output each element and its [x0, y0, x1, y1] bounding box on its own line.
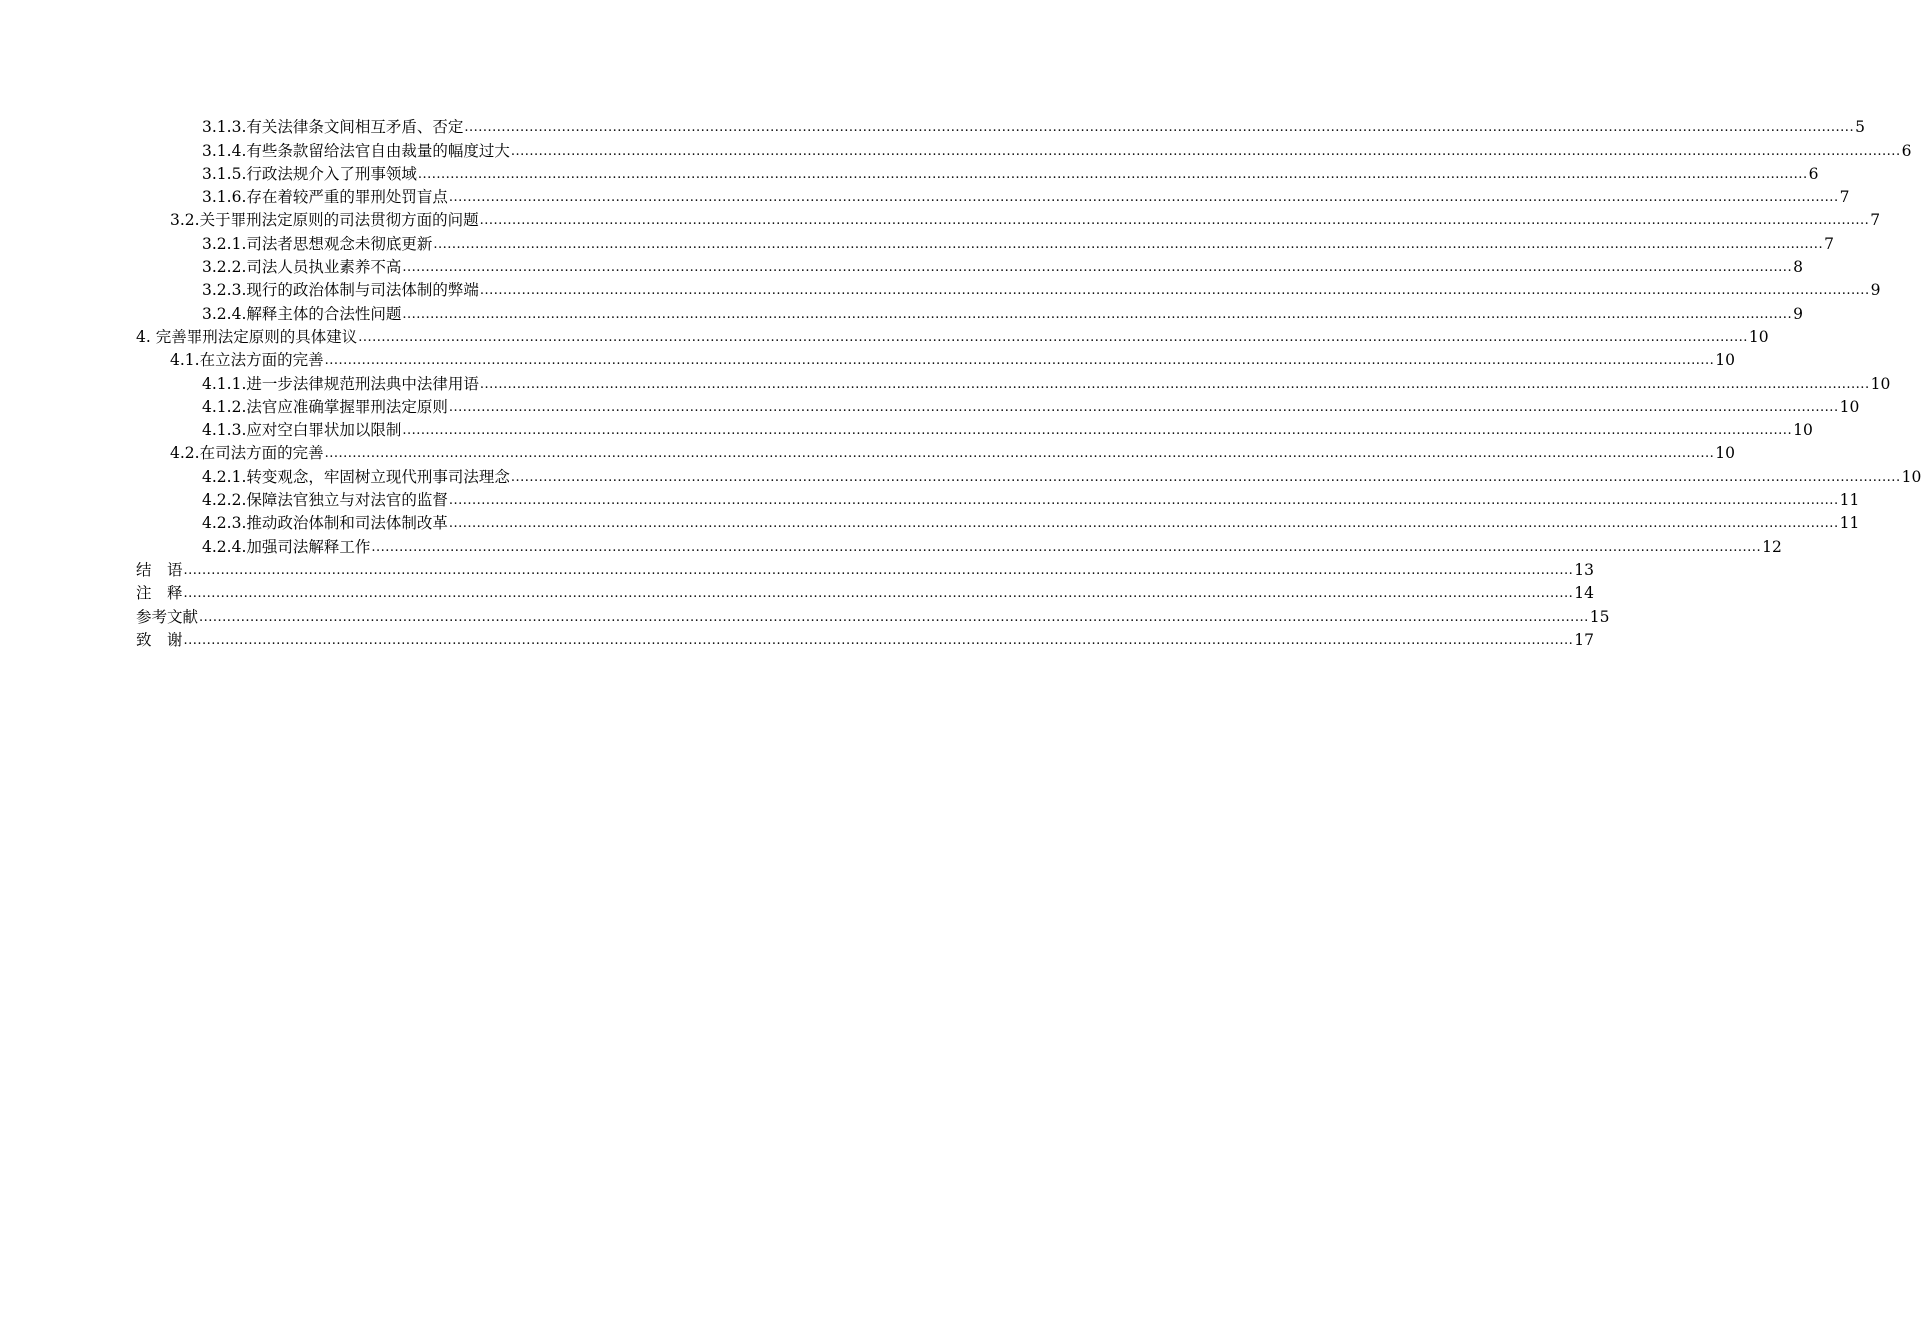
toc-leader-dots: ............................................................................................................................................................................................................................................................................................................ — [183, 562, 1574, 578]
toc-leader-dots: ............................................................................................................................................................................................................................................................................................................ — [183, 632, 1574, 648]
toc-entry-title: 3.2.1.司法者思想观念未彻底更新 — [202, 234, 433, 253]
toc-entry-title: 4.2.4.加强司法解释工作 — [202, 537, 371, 556]
toc-leader-dots: ............................................................................................................................................................................................................................................................................................................ — [402, 423, 1793, 439]
toc-entry[interactable] — [136, 394, 1860, 417]
toc-entry-title: 4.2.3.推动政治体制和司法体制改革 — [202, 514, 448, 533]
toc-page-number: 7 — [1824, 234, 1834, 253]
toc-entry-title: 4.2.2.保障法官独立与对法官的监督 — [202, 491, 448, 510]
toc-leader-dots: ............................................................................................................................................................................................................................................................................................................ — [448, 399, 1839, 415]
toc-leader-dots: ............................................................................................................................................................................................................................................................................................................ — [402, 306, 1793, 322]
toc-entry[interactable] — [136, 230, 1834, 253]
toc-leader-dots: ............................................................................................................................................................................................................................................................................................................ — [510, 143, 1901, 159]
toc-leader-dots: ............................................................................................................................................................................................................................................................................................................ — [448, 493, 1839, 509]
toc-entry-title: 3.1.4.有些条款留给法官自由裁量的幅度过大 — [202, 141, 510, 160]
toc-entry[interactable] — [136, 440, 1736, 463]
toc-entry[interactable] — [136, 324, 1769, 347]
toc-page-number: 14 — [1574, 584, 1594, 603]
toc-entry[interactable] — [136, 300, 1803, 323]
toc-page-number: 9 — [1793, 304, 1803, 323]
toc-entry-title: 4.1.1.进一步法律规范刑法典中法律用语 — [202, 374, 479, 393]
toc-entry[interactable] — [136, 603, 1610, 626]
toc-leader-dots: ............................................................................................................................................................................................................................................................................................................ — [183, 586, 1574, 602]
toc-leader-dots: ............................................................................................................................................................................................................................................................................................................ — [479, 283, 1870, 299]
toc-entry[interactable] — [136, 207, 1881, 230]
toc-page-number: 13 — [1574, 560, 1594, 579]
toc-page-number: 6 — [1808, 164, 1819, 183]
toc-page-number: 12 — [1762, 537, 1782, 556]
toc-entry[interactable] — [136, 370, 1891, 393]
table-of-contents — [136, 114, 1921, 650]
toc-entry[interactable] — [136, 254, 1803, 277]
toc-entry[interactable] — [136, 417, 1813, 440]
toc-page-number: 10 — [1715, 444, 1736, 463]
toc-leader-dots: ............................................................................................................................................................................................................................................................................................................ — [464, 120, 1855, 136]
toc-entry-title: 3.2.关于罪刑法定原则的司法贯彻方面的问题 — [170, 211, 479, 230]
toc-page-number: 10 — [1715, 351, 1736, 370]
toc-page-number: 7 — [1870, 211, 1881, 230]
toc-page-number: 8 — [1793, 258, 1803, 277]
toc-entry-title: 结 语 — [136, 560, 183, 579]
toc-leader-dots: ............................................................................................................................................................................................................................................................................................................ — [402, 260, 1793, 276]
toc-entry[interactable] — [136, 184, 1850, 207]
toc-page-number: 15 — [1589, 607, 1610, 626]
toc-entry[interactable] — [136, 487, 1860, 510]
toc-entry-title: 3.1.6.存在着较严重的罪刑处罚盲点 — [202, 188, 448, 207]
toc-leader-dots: ............................................................................................................................................................................................................................................................................................................ — [448, 516, 1839, 532]
toc-entry[interactable] — [136, 510, 1860, 533]
toc-entry-title: 3.2.3.现行的政治体制与司法体制的弊端 — [202, 281, 479, 300]
toc-entry-title: 3.2.4.解释主体的合法性问题 — [202, 304, 402, 323]
toc-entry[interactable] — [136, 161, 1819, 184]
toc-page-number: 10 — [1901, 467, 1921, 486]
toc-page-number: 9 — [1870, 281, 1881, 300]
toc-entry-title: 4. 完善罪刑法定原则的具体建议 — [136, 327, 358, 346]
toc-leader-dots: ............................................................................................................................................................................................................................................................................................................ — [448, 190, 1839, 206]
toc-page-number: 11 — [1839, 491, 1860, 510]
toc-entry[interactable] — [136, 533, 1782, 556]
toc-entry[interactable] — [136, 580, 1594, 603]
toc-entry-title: 4.1.在立法方面的完善 — [170, 351, 324, 370]
toc-entry[interactable] — [136, 627, 1594, 650]
toc-entry[interactable] — [136, 277, 1881, 300]
toc-entry-title: 3.2.2.司法人员执业素养不高 — [202, 258, 402, 277]
toc-leader-dots: ............................................................................................................................................................................................................................................................................................................ — [510, 469, 1901, 485]
toc-page-number: 10 — [1870, 374, 1891, 393]
toc-leader-dots: ............................................................................................................................................................................................................................................................................................................ — [371, 539, 1762, 555]
toc-entry[interactable] — [136, 557, 1594, 580]
toc-leader-dots: ............................................................................................................................................................................................................................................................................................................ — [479, 376, 1870, 392]
toc-leader-dots: ............................................................................................................................................................................................................................................................................................................ — [479, 213, 1870, 229]
toc-entry[interactable] — [136, 137, 1912, 160]
toc-leader-dots: ............................................................................................................................................................................................................................................................................................................ — [417, 166, 1808, 182]
toc-entry[interactable] — [136, 463, 1921, 486]
toc-page-number: 5 — [1855, 118, 1865, 137]
toc-entry-title: 4.1.3.应对空白罪状加以限制 — [202, 421, 402, 440]
toc-entry-title: 3.1.5.行政法规介入了刑事领域 — [202, 164, 417, 183]
toc-entry-title: 4.1.2.法官应准确掌握罪刑法定原则 — [202, 397, 448, 416]
toc-leader-dots: ............................................................................................................................................................................................................................................................................................................ — [324, 353, 1715, 369]
toc-entry-title: 致 谢 — [136, 630, 183, 649]
toc-leader-dots: ............................................................................................................................................................................................................................................................................................................ — [358, 329, 1748, 345]
toc-entry[interactable] — [136, 114, 1865, 137]
toc-leader-dots: ............................................................................................................................................................................................................................................................................................................ — [433, 236, 1824, 252]
toc-page-number: 10 — [1839, 397, 1860, 416]
toc-page-number: 7 — [1839, 188, 1850, 207]
toc-page-number: 6 — [1901, 141, 1912, 160]
toc-entry-title: 3.1.3.有关法律条文间相互矛盾、否定 — [202, 118, 464, 137]
toc-page-number: 10 — [1793, 421, 1813, 440]
toc-entry-title: 4.2.在司法方面的完善 — [170, 444, 324, 463]
toc-entry-title: 参考文献 — [136, 607, 199, 626]
toc-entry[interactable] — [136, 347, 1736, 370]
toc-entry-title: 注 释 — [136, 584, 183, 603]
toc-leader-dots: ............................................................................................................................................................................................................................................................................................................ — [324, 446, 1715, 462]
toc-page-number: 17 — [1574, 630, 1594, 649]
toc-page-number: 11 — [1839, 514, 1860, 533]
toc-leader-dots: ............................................................................................................................................................................................................................................................................................................ — [199, 609, 1589, 625]
toc-entry-title: 4.2.1.转变观念，牢固树立现代刑事司法理念 — [202, 467, 510, 486]
toc-page-number: 10 — [1748, 327, 1769, 346]
